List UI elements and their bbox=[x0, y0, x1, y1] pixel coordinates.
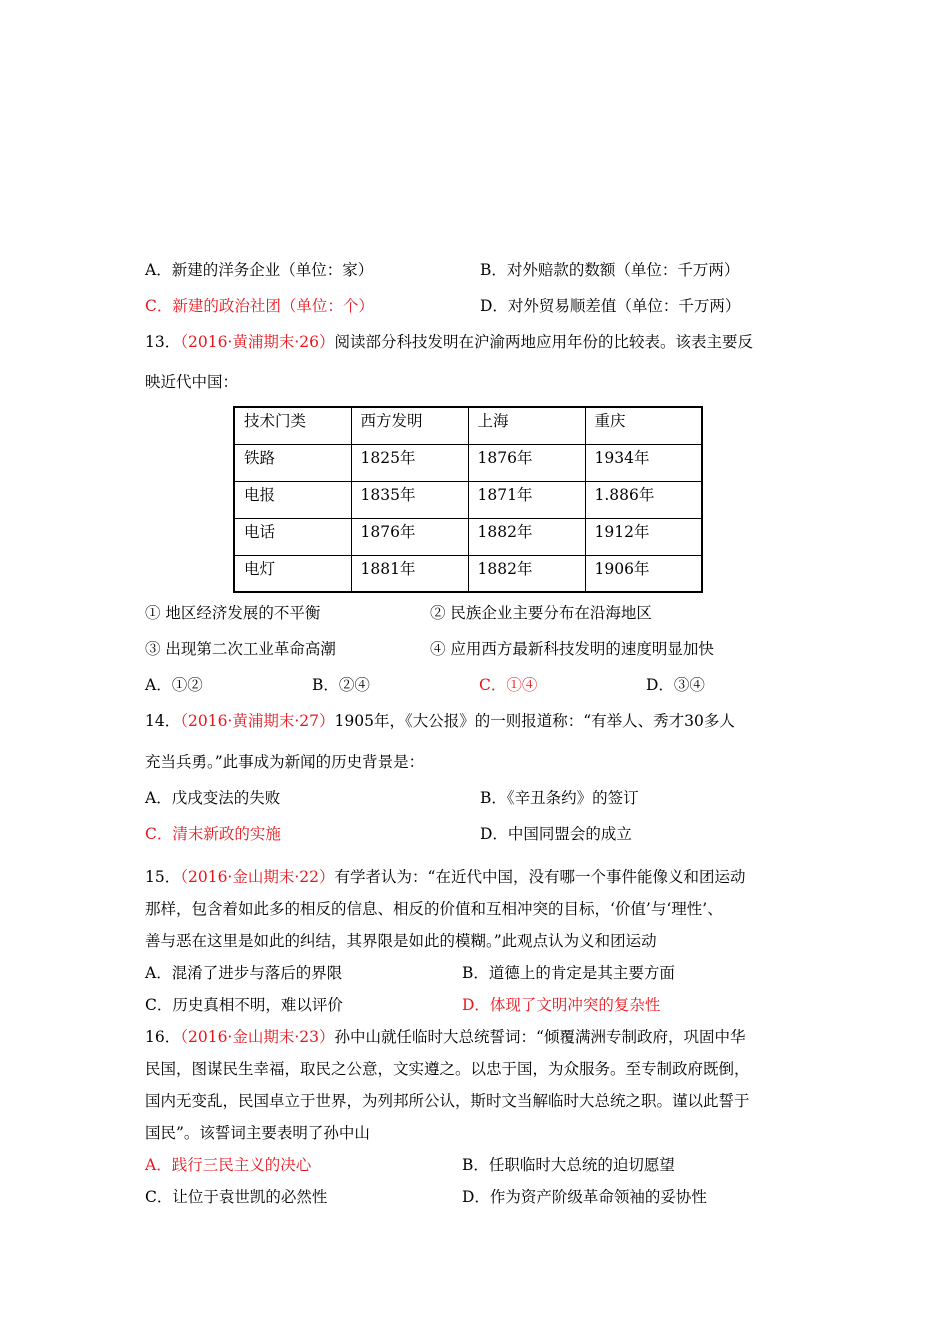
q15-number: 15． bbox=[145, 868, 181, 886]
table-row bbox=[234, 481, 702, 518]
table-header-cell: 重庆 bbox=[585, 407, 702, 444]
q14-source: （2016·黄浦期末·27） bbox=[180, 712, 335, 730]
q16-option-d: D．作为资产阶级革命领袖的妥协性 bbox=[462, 1188, 707, 1206]
table-cell: 铁路 bbox=[234, 444, 351, 481]
table-cell: 1934年 bbox=[585, 444, 702, 481]
q14-number: 14． bbox=[145, 712, 181, 730]
q16-stem-text: 孙中山就任临时大总统誓词：“倾覆满洲专制政府，巩固中华 bbox=[334, 1028, 746, 1046]
q14-stem-line2: 充当兵勇。”此事成为新闻的历史背景是： bbox=[145, 753, 425, 771]
q12-option-b: B．对外赔款的数额（单位：千万两） bbox=[480, 261, 740, 279]
table-cell: 1906年 bbox=[585, 555, 702, 592]
q15-option-d-answer: D．体现了文明冲突的复杂性 bbox=[462, 996, 661, 1014]
q15-option-c: C．历史真相不明，难以评价 bbox=[145, 996, 343, 1014]
q15-stem-line2: 那样，包含着如此多的相反的信息、相反的价值和互相冲突的目标，‘价值’与‘理性’、 bbox=[145, 900, 723, 918]
q13-number: 13． bbox=[145, 333, 181, 351]
table-header-row bbox=[234, 407, 702, 444]
table-cell: 1.886年 bbox=[585, 481, 702, 518]
table-cell: 1912年 bbox=[585, 518, 702, 555]
q15-option-b: B．道德上的肯定是其主要方面 bbox=[462, 964, 675, 982]
q13-option-b: B．②④ bbox=[312, 676, 370, 694]
table-cell: 1882年 bbox=[468, 518, 585, 555]
q16-option-a-answer: A．践行三民主义的决心 bbox=[145, 1156, 312, 1174]
q13-option-c-answer: C．①④ bbox=[479, 676, 538, 694]
table-row bbox=[234, 444, 702, 481]
q14-stem-text: 1905年，《大公报》的一则报道称：“有举人、秀才30多人 bbox=[334, 712, 735, 730]
table-row bbox=[234, 555, 702, 592]
q14-option-c-answer: C．清末新政的实施 bbox=[145, 825, 281, 843]
q13-item-1: ① 地区经济发展的不平衡 bbox=[145, 604, 321, 622]
q13-stem-line1 bbox=[145, 332, 753, 352]
q16-stem-line1 bbox=[145, 1027, 745, 1047]
table-header-cell: 技术门类 bbox=[234, 407, 351, 444]
tech-comparison-table bbox=[233, 406, 703, 593]
table-cell: 电话 bbox=[234, 518, 351, 555]
table-cell: 1876年 bbox=[351, 518, 468, 555]
q12-option-d: D．对外贸易顺差值（单位：千万两） bbox=[480, 297, 741, 315]
table-cell: 1876年 bbox=[468, 444, 585, 481]
q13-stem-line2: 映近代中国： bbox=[145, 373, 239, 391]
q16-option-c: C．让位于袁世凯的必然性 bbox=[145, 1188, 328, 1206]
q13-stem-text: 阅读部分科技发明在沪渝两地应用年份的比较表。该表主要反 bbox=[334, 333, 754, 351]
q16-option-b: B．任职临时大总统的迫切愿望 bbox=[462, 1156, 675, 1174]
table-cell: 1835年 bbox=[351, 481, 468, 518]
q12-option-c-answer: C．新建的政治社团（单位：个） bbox=[145, 297, 374, 315]
table-cell: 1881年 bbox=[351, 555, 468, 592]
table-row bbox=[234, 518, 702, 555]
q16-number: 16． bbox=[145, 1028, 181, 1046]
table-cell: 1825年 bbox=[351, 444, 468, 481]
q15-stem-line1 bbox=[145, 867, 745, 887]
q14-option-d: D．中国同盟会的成立 bbox=[480, 825, 632, 843]
q13-option-d: D．③④ bbox=[646, 676, 705, 694]
table-header-cell: 上海 bbox=[468, 407, 585, 444]
table-header-cell: 西方发明 bbox=[351, 407, 468, 444]
q13-item-3: ③ 出现第二次工业革命高潮 bbox=[145, 640, 336, 658]
q16-stem-line2: 民国，图谋民生幸福，取民之公意，文实遵之。以忠于国，为众服务。至专制政府既倒， bbox=[145, 1060, 750, 1078]
q15-stem-text: 有学者认为：“在近代中国，没有哪一个事件能像义和团运动 bbox=[334, 868, 746, 886]
q14-option-b: B．《辛丑条约》的签订 bbox=[480, 789, 639, 807]
q13-item-2: ② 民族企业主要分布在沿海地区 bbox=[430, 604, 652, 622]
q13-item-4: ④ 应用西方最新科技发明的速度明显加快 bbox=[430, 640, 714, 658]
table-cell: 电灯 bbox=[234, 555, 351, 592]
q15-stem-line3: 善与恶在这里是如此的纠结，其界限是如此的模糊。”此观点认为义和团运动 bbox=[145, 932, 657, 950]
q15-option-a: A．混淆了进步与落后的界限 bbox=[145, 964, 343, 982]
q14-stem-line1 bbox=[145, 711, 735, 731]
table-cell: 1871年 bbox=[468, 481, 585, 518]
q14-option-a: A．戊戌变法的失败 bbox=[145, 789, 281, 807]
table-cell: 1882年 bbox=[468, 555, 585, 592]
q16-stem-line3: 国内无变乱，民国卓立于世界，为列邦所公认，斯时文当解临时大总统之职。谨以此誓于 bbox=[145, 1092, 750, 1110]
q12-option-a: A．新建的洋务企业（单位：家） bbox=[145, 261, 374, 279]
q16-source: （2016·金山期末·23） bbox=[180, 1028, 335, 1046]
q15-source: （2016·金山期末·22） bbox=[180, 868, 335, 886]
q16-stem-line4: 国民”。该誓词主要表明了孙中山 bbox=[145, 1124, 370, 1142]
q13-source: （2016·黄浦期末·26） bbox=[180, 333, 335, 351]
q13-option-a: A．①② bbox=[145, 676, 203, 694]
table-cell: 电报 bbox=[234, 481, 351, 518]
